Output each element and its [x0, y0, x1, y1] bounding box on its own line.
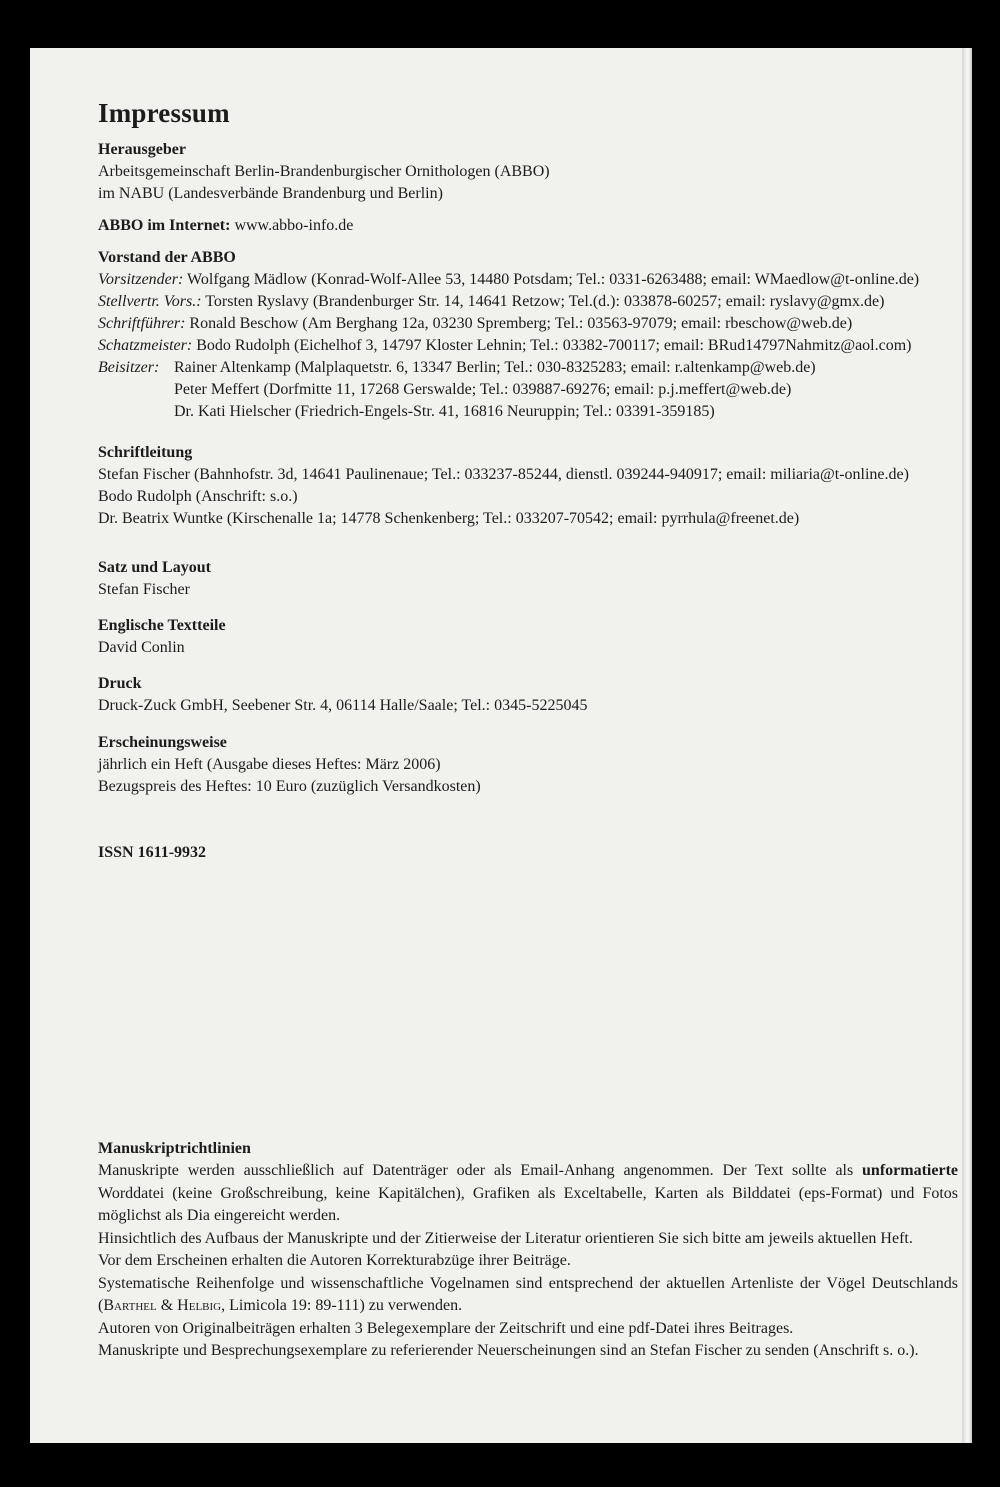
englisch-section [98, 615, 958, 659]
beisitzer-row [98, 379, 958, 401]
beisitzer-label: Beisitzer: [98, 359, 160, 376]
manuskript-text: Systematische Reihenfolge und wissenschaftliche Vogelnamen sind entsprechend der aktuellen Artenliste der Vögel Deutschlands ( [98, 1274, 958, 1314]
member-text: Torsten Ryslavy (Brandenburger Str. 14, 14641 Retzow; Tel.(d.): 033878-60257; email: ryslavy@gmx.de) [205, 293, 885, 310]
manuskript-section [98, 1138, 958, 1363]
member-text: Wolfgang Mädlow (Konrad-Wolf-Allee 53, 14480 Potsdam; Tel.: 0331-6263488; email: WMaedlow@t-online.de) [187, 271, 920, 288]
englisch-text: David Conlin [98, 639, 185, 656]
manuskript-paragraph: Manuskripte und Besprechungsexemplare zu referierender Neuerscheinungen sind an Stefan Fischer zu senden (Anschrift s. o.). [98, 1342, 919, 1359]
member-role: Vorsitzender: [98, 271, 184, 288]
manuskript-text: Manuskripte werden ausschließlich auf Datenträger oder als Email-Anhang angenommen. Der Text sollte als [98, 1162, 863, 1179]
manuskript-heading: Manuskriptrichtlinien [98, 1140, 251, 1157]
manuskript-paragraph: Autoren von Originalbeiträgen erhalten 3 Belegexemplare der Zeitschrift und eine pdf-Datei ihres Beitrages. [98, 1319, 794, 1337]
internet-line [98, 215, 958, 237]
satz-section [98, 557, 958, 601]
herausgeber-heading: Herausgeber [98, 141, 186, 158]
erscheinung-heading: Erscheinungsweise [98, 734, 227, 751]
member-text: Ronald Beschow (Am Berghang 12a, 03230 Spremberg; Tel.: 03563-97079; email: rbeschow@web.de) [189, 315, 853, 332]
manuskript-text: , Limicola 19: 89-111) zu verwenden. [221, 1297, 463, 1314]
schriftleitung-section [98, 442, 958, 530]
vorstand-member [98, 269, 958, 291]
beisitzer-text: Dr. Kati Hielscher (Friedrich-Engels-Str. 41, 16816 Neuruppin; Tel.: 03391-359185) [174, 403, 715, 420]
member-role: Schatzmeister: [98, 337, 193, 354]
schriftleitung-line: Dr. Beatrix Wuntke (Kirschenalle 1a; 14778 Schenkenberg; Tel.: 033207-70542; email: pyrrhula@freenet.de) [98, 510, 800, 527]
issn: ISSN 1611-9932 [98, 844, 207, 861]
erscheinung-line: jährlich ein Heft (Ausgabe dieses Heftes: März 2006) [98, 756, 441, 773]
manuskript-paragraph: Vor dem Erscheinen erhalten die Autoren Korrekturabzüge ihrer Beiträge. [98, 1252, 571, 1269]
internet-label: ABBO im Internet: [98, 217, 231, 234]
member-role: Schriftführer: [98, 315, 186, 332]
satz-text: Stefan Fischer [98, 581, 190, 598]
beisitzer-text: Peter Meffert (Dorfmitte 11, 17268 Gerswalde; Tel.: 039887-69276; email: p.j.meffert@web.de) [174, 381, 792, 398]
herausgeber-line: Arbeitsgemeinschaft Berlin-Brandenburgischer Ornithologen (ABBO) [98, 163, 550, 180]
beisitzer-row [98, 357, 958, 379]
erscheinung-section [98, 732, 958, 798]
vorstand-section [98, 247, 958, 423]
englisch-heading: Englische Textteile [98, 617, 226, 634]
manuskript-paragraph [98, 1273, 958, 1318]
manuskript-paragraph [98, 1160, 958, 1228]
schriftleitung-line: Stefan Fischer (Bahnhofstr. 3d, 14641 Paulinenaue; Tel.: 033237-85244, dienstl. 039244-940917; email: miliaria@t-online.de) [98, 466, 909, 483]
page-title: Impressum [98, 98, 230, 128]
druck-text: Druck-Zuck GmbH, Seebener Str. 4, 06114 Halle/Saale; Tel.: 0345-5225045 [98, 697, 588, 714]
druck-heading: Druck [98, 675, 142, 692]
manuskript-text: Worddatei (keine Großschreibung, keine Kapitälchen), Grafiken als Exceltabelle, Karten als Bilddatei (eps-Format) und Fotos möglichst als Dia eingereicht werden. [98, 1184, 958, 1224]
beisitzer-text: Rainer Altenkamp (Malplaquetstr. 6, 13347 Berlin; Tel.: 030-8325283; email: r.altenkamp@web.de) [174, 359, 816, 376]
vorstand-heading: Vorstand der ABBO [98, 249, 236, 266]
schriftleitung-heading: Schriftleitung [98, 444, 193, 461]
schriftleitung-line: Bodo Rudolph (Anschrift: s.o.) [98, 488, 298, 505]
herausgeber-section [98, 139, 958, 205]
manuskript-smallcaps-text: Barthel & Helbig [103, 1297, 222, 1314]
erscheinung-line: Bezugspreis des Heftes: 10 Euro (zuzüglich Versandkosten) [98, 778, 481, 795]
page-edge [962, 48, 972, 1443]
member-text: Bodo Rudolph (Eichelhof 3, 14797 Kloster Lehnin; Tel.: 03382-700117; email: BRud14797Nahmitz@aol.com) [196, 337, 912, 354]
internet-url[interactable]: www.abbo-info.de [234, 217, 354, 234]
herausgeber-line: im NABU (Landesverbände Brandenburg und Berlin) [98, 185, 443, 202]
member-role: Stellvertr. Vors.: [98, 293, 202, 310]
druck-section [98, 673, 958, 717]
document-page [30, 48, 966, 1443]
manuskript-bold-text: unformatierte [862, 1162, 958, 1179]
vorstand-member [98, 291, 958, 313]
satz-heading: Satz und Layout [98, 559, 211, 576]
vorstand-member [98, 313, 958, 335]
manuskript-paragraph: Hinsichtlich des Aufbaus der Manuskripte und der Zitierweise der Literatur orientieren Sie sich bitte am jeweils aktuellen Heft. [98, 1229, 913, 1247]
vorstand-member [98, 335, 958, 357]
beisitzer-row [98, 401, 958, 423]
